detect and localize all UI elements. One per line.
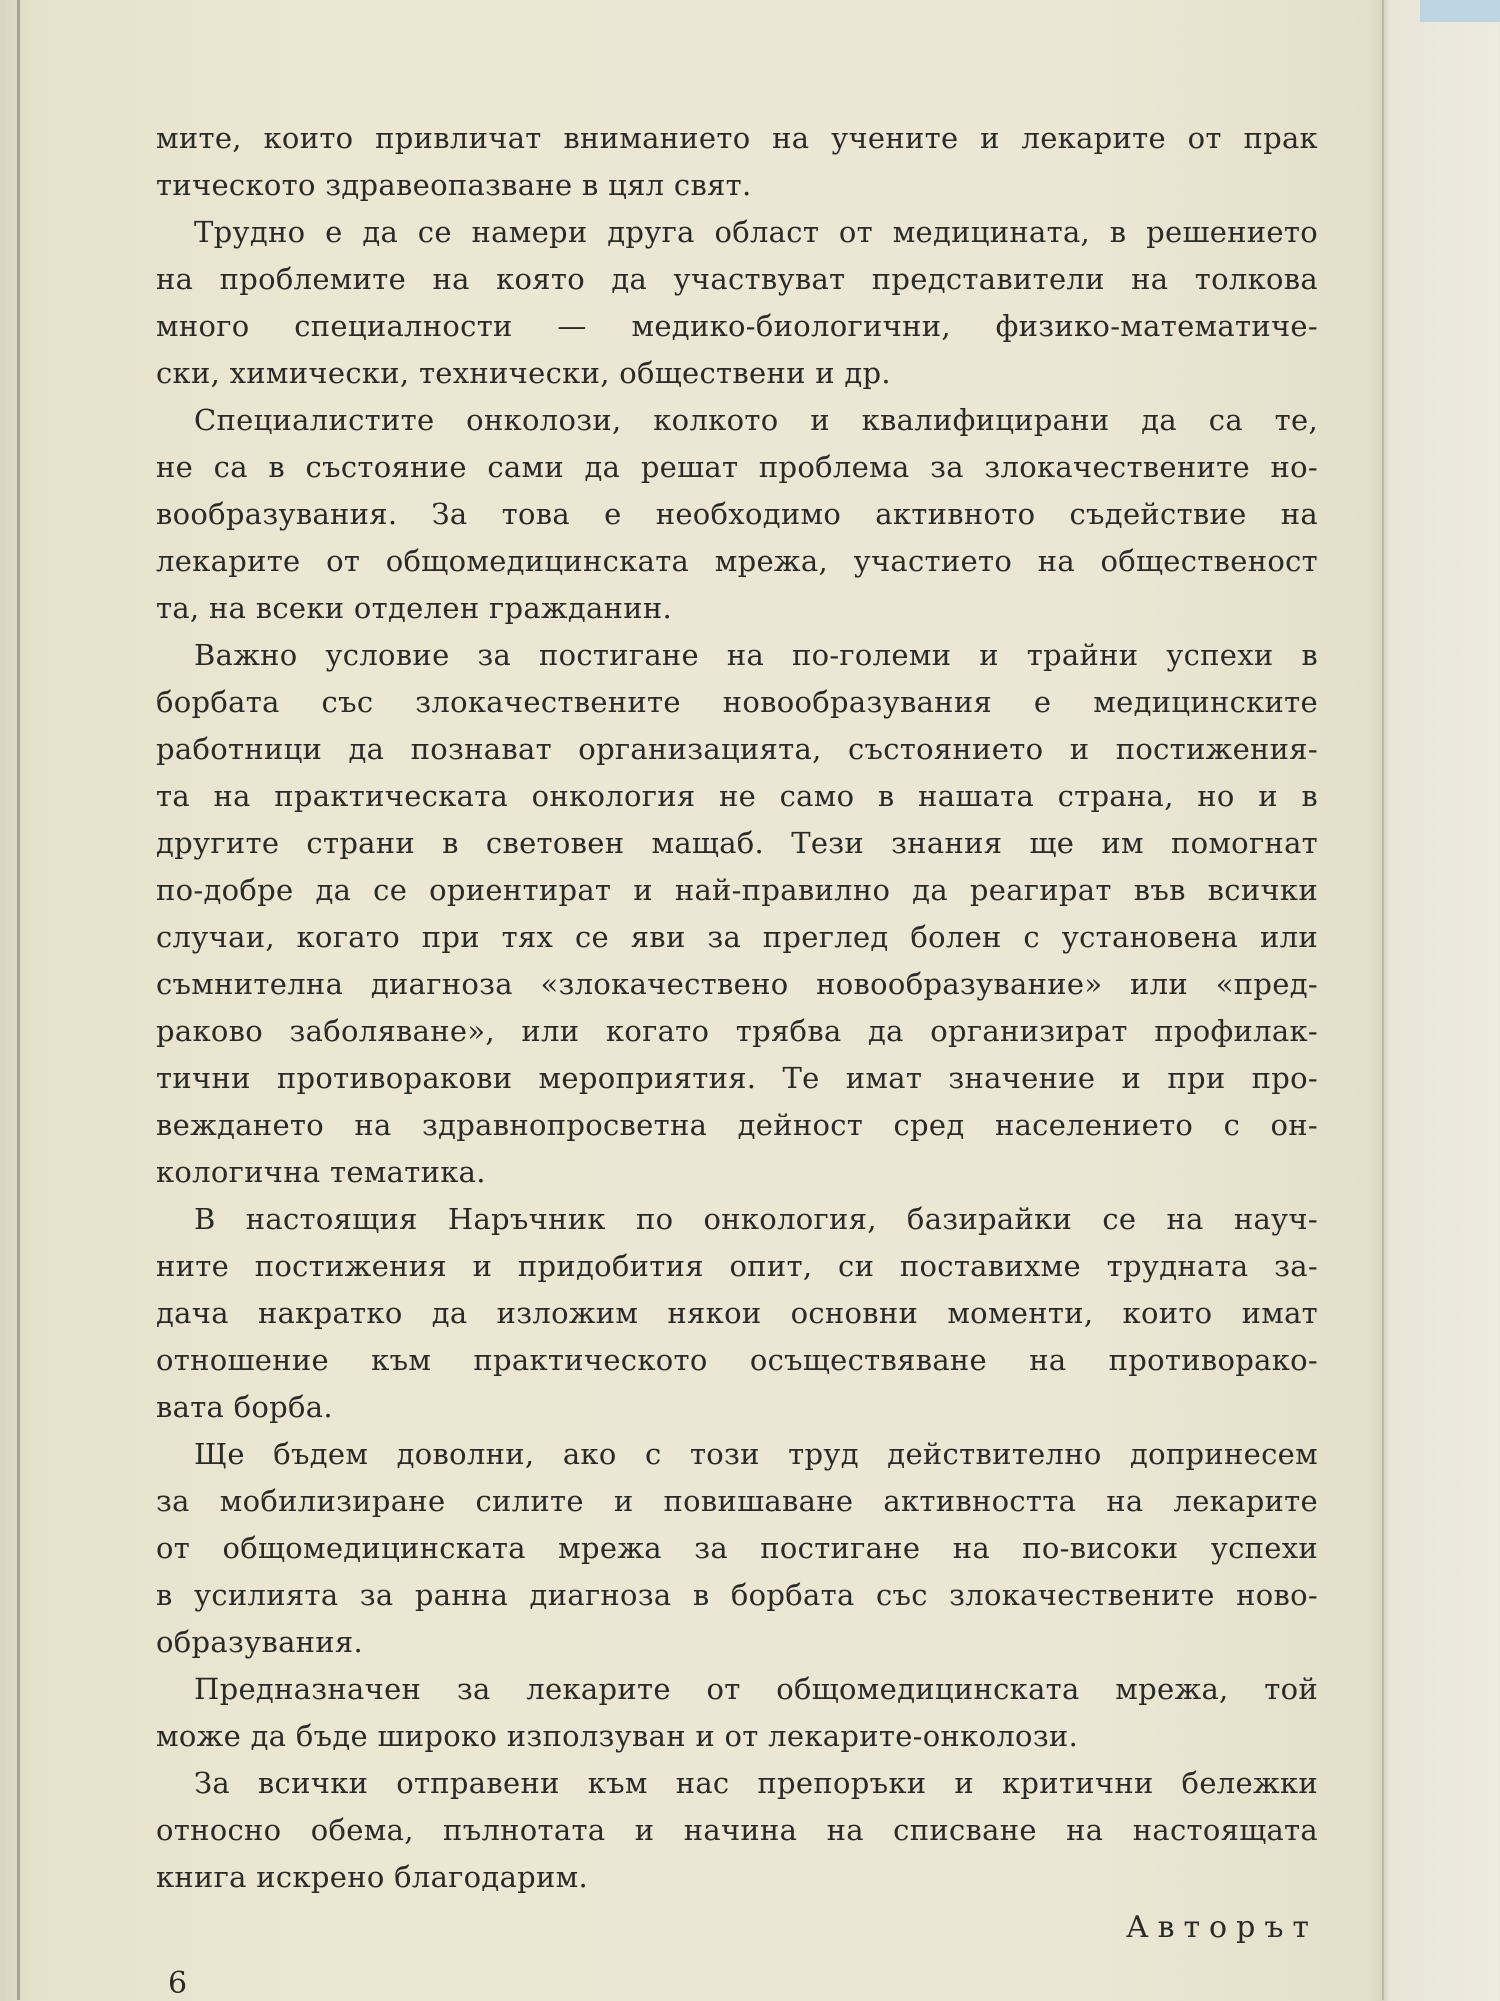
author-signature: Авторът [1125, 1910, 1318, 1945]
text-line: не са в състояние сами да решат проблема за злокачествените но- [156, 450, 1318, 484]
text-line: образувания. [156, 1625, 364, 1659]
text-line: по-добре да се ориентират и най-правилно да реагират във всички [156, 873, 1318, 907]
text-line: та, на всеки отделен гражданин. [156, 591, 673, 625]
bookmark-tab [1420, 0, 1500, 22]
text-line: другите страни в световен мащаб. Тези знания ще им помогнат [156, 826, 1318, 860]
paragraph [156, 1760, 1318, 1901]
text-line: Специалистите онколози, колкото и квалифицирани да са те, [194, 403, 1318, 437]
book-spine-edge [17, 0, 20, 2000]
text-line: За всички отправени към нас препоръки и критични бележки [194, 1766, 1318, 1800]
text-line: Важно условие за постигане на по-големи и трайни успехи в [194, 638, 1318, 672]
text-line: ните постижения и придобития опит, си поставихме трудната за- [156, 1249, 1318, 1283]
page-number: 6 [168, 1966, 188, 2001]
text-line: тическото здравеопазване в цял свят. [156, 168, 752, 202]
text-line: раково заболяване», или когато трябва да организират профилак- [156, 1014, 1318, 1048]
text-line: В настоящия Наръчник по онкология, базирайки се на науч- [194, 1202, 1318, 1236]
text-line: от общомедицинската мрежа за постигане на по-високи успехи [156, 1531, 1318, 1565]
text-line: борбата със злокачествените новообразувания е медицинските [156, 685, 1318, 719]
text-line: в усилията за ранна диагноза в борбата със злокачествените ново- [156, 1578, 1318, 1612]
paragraph [156, 632, 1318, 1196]
text-line: вообразувания. За това е необходимо активното съдействие на [156, 497, 1318, 531]
text-line: Трудно е да се намери друга област от медицината, в решението [194, 215, 1318, 249]
text-line: отношение към практическото осъществяване на противорако- [156, 1343, 1318, 1377]
text-line: дача накратко да изложим някои основни моменти, които имат [156, 1296, 1318, 1330]
paragraph [156, 115, 1318, 209]
text-line: работници да познават организацията, състоянието и постижения- [156, 732, 1318, 766]
page-body-text [156, 115, 1318, 1901]
text-line: на проблемите на която да участвуват представители на толкова [156, 262, 1318, 296]
text-line: много специалности — медико-биологични, физико-математиче- [156, 309, 1318, 343]
text-line: Предназначен за лекарите от общомедицинската мрежа, той [194, 1672, 1318, 1706]
text-line: Ще бъдем доволни, ако с този труд действително допринесем [194, 1437, 1318, 1471]
text-line: книга искрено благодарим. [156, 1860, 589, 1894]
text-line: кологична тематика. [156, 1155, 486, 1189]
text-line: съмнителна диагноза «злокачествено новообразувание» или «пред- [156, 967, 1318, 1001]
text-line: лекарите от общомедицинската мрежа, участието на общественост [156, 544, 1318, 578]
text-line: може да бъде широко използуван и от лекарите-онколози. [156, 1719, 1079, 1753]
text-line: за мобилизиране силите и повишаване активността на лекарите [156, 1484, 1318, 1518]
text-line: случаи, когато при тях се яви за преглед болен с установена или [156, 920, 1318, 954]
text-line: мите, които привличат вниманието на учените и лекарите от прак [156, 121, 1318, 155]
text-line: относно обема, пълнотата и начина на списване на настоящата [156, 1813, 1318, 1847]
text-line: ски, химически, технически, обществени и др. [156, 356, 891, 390]
text-line: вата борба. [156, 1390, 333, 1424]
paragraph [156, 1431, 1318, 1666]
paragraph [156, 209, 1318, 397]
paragraph [156, 397, 1318, 632]
paragraph [156, 1666, 1318, 1760]
paragraph [156, 1196, 1318, 1431]
text-line: та на практическата онкология не само в нашата страна, но и в [156, 779, 1318, 813]
text-line: веждането на здравнопросветна дейност сред населението с он- [156, 1108, 1318, 1142]
text-line: тични противоракови мероприятия. Те имат значение и при про- [156, 1061, 1318, 1095]
page-edge [1382, 0, 1384, 2000]
